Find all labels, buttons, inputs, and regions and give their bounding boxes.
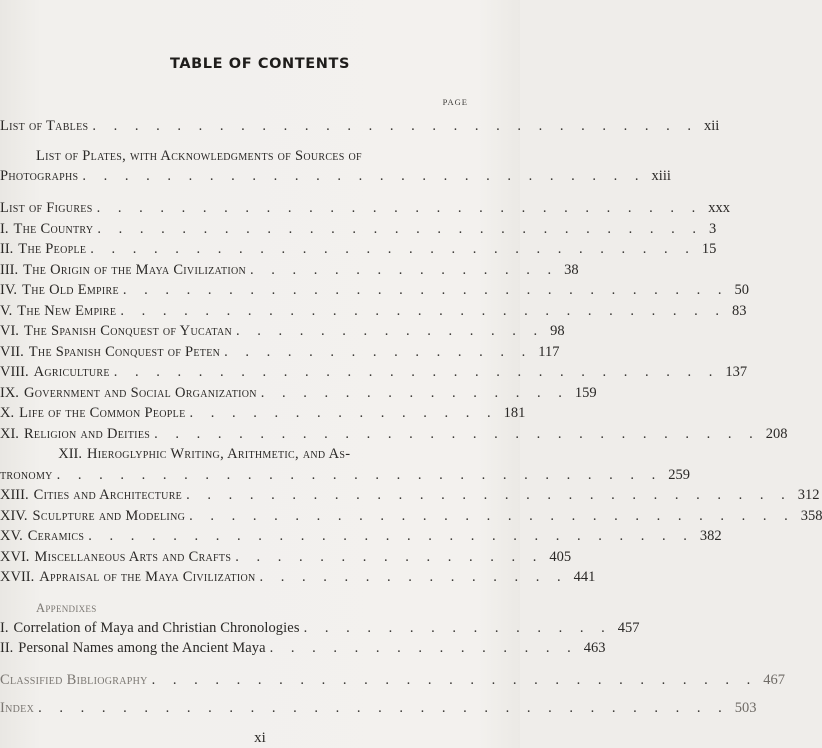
toc-entry (0, 569, 596, 589)
appendixes-heading (0, 601, 520, 621)
toc-entry (0, 385, 597, 405)
entry-page: 83 (731, 303, 747, 319)
entry-page: 463 (583, 640, 606, 656)
entry-page: 358 (800, 508, 822, 524)
toc-entry (0, 118, 720, 138)
toc-entry-continuation (0, 168, 671, 188)
entry-number: II. (0, 640, 14, 656)
entry-page: xiii (651, 168, 671, 184)
entry-page: 259 (668, 467, 691, 483)
entry-title: Photographs (0, 168, 79, 184)
entry-title: Agriculture (33, 364, 110, 380)
toc-entry (0, 262, 579, 282)
dot-leader: . . . . . . . . . . . . . . . . . . . . . . . . . . . . . . . . . (38, 700, 729, 716)
page-title: TABLE OF CONTENTS (169, 56, 351, 72)
entry-page: 38 (564, 262, 579, 278)
toc-entry (0, 640, 606, 660)
entry-number: I. (0, 620, 9, 636)
toc-entry (0, 549, 572, 569)
entry-title: Classified Bibliography (0, 672, 148, 688)
dot-leader: . . . . . . . . . . . . . . . . . . . . . . . . . . . . . (151, 672, 758, 688)
entry-title: The People (18, 241, 87, 257)
toc-entry-continuation (0, 467, 691, 487)
entry-page: 98 (550, 323, 565, 339)
entry-number: XV. (0, 528, 23, 544)
section-heading: Appendixes (36, 601, 97, 615)
dot-leader: . . . . . . . . . . . . . . . . . . . . . . . . . . . . . (120, 303, 726, 319)
entry-page: xii (703, 118, 720, 134)
toc-entry (0, 528, 722, 548)
entry-title: The Spanish Conquest of Peten (28, 344, 221, 360)
entry-page: 405 (549, 549, 572, 565)
entry-page: 15 (701, 241, 717, 257)
entry-title: Correlation of Maya and Christian Chronologies (13, 620, 300, 636)
entry-title: List of Plates, with Acknowledgments of Sources of (36, 148, 362, 164)
toc-entry (0, 282, 750, 302)
dot-leader: . . . . . . . . . . . . . . . . . . . . . . . . . . . . . (113, 364, 720, 380)
entry-page: 50 (734, 282, 750, 298)
entry-number: VIII. (0, 364, 29, 380)
toc-entry (0, 405, 526, 425)
toc-entry (0, 620, 640, 640)
entry-title: Religion and Deities (23, 426, 151, 442)
toc-entry (0, 221, 717, 241)
entry-page: 457 (617, 620, 640, 636)
dot-leader: . . . . . . . . . . . . . . . . . . . . . . . . . . . . . (96, 200, 703, 216)
entry-title: The Origin of the Maya Civilization (23, 262, 247, 278)
entry-number: VI. (0, 323, 19, 339)
entry-title: Appraisal of the Maya Civilization (39, 569, 256, 585)
entry-title: Cities and Architecture (33, 487, 183, 503)
dot-leader: . . . . . . . . . . . . . . . (269, 640, 578, 656)
dot-leader: . . . . . . . . . . . . . . . . . . . . . . . . . . . . . (56, 467, 663, 483)
entry-title: Index (0, 700, 35, 716)
entry-number: XIV. (0, 508, 28, 524)
entry-title: tronomy (0, 467, 53, 483)
entry-number: X. (0, 405, 15, 421)
entry-title: List of Figures (0, 200, 93, 216)
toc-entry (0, 508, 822, 528)
entry-number: XIII. (0, 487, 29, 503)
entry-title: The Country (13, 221, 94, 237)
entry-number: VII. (0, 344, 24, 360)
dot-leader: . . . . . . . . . . . . . . . . . . . . . . . . . . . (82, 168, 646, 184)
page-folio: xi (254, 730, 266, 746)
entry-title: Ceramics (27, 528, 85, 544)
toc-entry (0, 303, 747, 323)
entry-number: XVI. (0, 549, 30, 565)
toc-entry (0, 700, 757, 720)
dot-leader: . . . . . . . . . . . . . . . . . . . . . . . . . . . . . (90, 241, 696, 257)
dot-leader: . . . . . . . . . . . . . . . (236, 323, 545, 339)
dot-leader: . . . . . . . . . . . . . . . (260, 385, 569, 401)
entry-page: 117 (538, 344, 560, 360)
dot-leader: . . . . . . . . . . . . . . . (303, 620, 612, 636)
entry-title: Life of the Common People (19, 405, 186, 421)
toc-entry (0, 672, 786, 692)
toc-entry (0, 364, 748, 384)
entry-number: V. (0, 303, 13, 319)
entry-title: Personal Names among the Ancient Maya (18, 640, 266, 656)
entry-number: XI. (0, 426, 19, 442)
entry-number: I. (0, 221, 9, 237)
entry-title: The New Empire (17, 303, 117, 319)
dot-leader: . . . . . . . . . . . . . . . . . . . . . . . . . . . . . (92, 118, 698, 134)
page-column-header: PAGE (442, 97, 468, 107)
dot-leader: . . . . . . . . . . . . . . . . . . . . . . . . . . . . . (88, 528, 694, 544)
toc-entry (0, 426, 788, 446)
dot-leader: . . . . . . . . . . . . . . . (250, 262, 559, 278)
entry-title: Government and Social Organization (23, 385, 257, 401)
toc-entry (0, 200, 730, 220)
entry-page: 137 (725, 364, 748, 380)
toc-entry (0, 487, 820, 507)
dot-leader: . . . . . . . . . . . . . . . . . . . . . . . . . . . . . (97, 221, 703, 237)
entry-page: 208 (765, 426, 788, 442)
dot-leader: . . . . . . . . . . . . . . . (224, 344, 533, 360)
entry-page: 503 (734, 700, 757, 716)
toc-entry (0, 241, 717, 261)
dot-leader: . . . . . . . . . . . . . . . (259, 569, 568, 585)
entry-page: 441 (573, 569, 596, 585)
entry-number: IV. (0, 282, 18, 298)
entry-number: XII. (58, 446, 82, 462)
entry-number: II. (0, 241, 14, 257)
entry-title: The Old Empire (22, 282, 119, 298)
entry-number: III. (0, 262, 19, 278)
dot-leader: . . . . . . . . . . . . . . . . . . . . . . . . . . . . . (154, 426, 760, 442)
entry-page: 467 (763, 672, 786, 688)
toc-entry (0, 148, 520, 168)
entry-page: 181 (503, 405, 526, 421)
entry-page: xxx (708, 200, 730, 216)
toc-entry (0, 323, 565, 343)
entry-number: IX. (0, 385, 19, 401)
entry-title: Hieroglyphic Writing, Arithmetic, and As- (87, 446, 351, 462)
dot-leader: . . . . . . . . . . . . . . . . . . . . . . . . . . . . . (122, 282, 729, 298)
entry-page: 159 (574, 385, 597, 401)
dot-leader: . . . . . . . . . . . . . . . (189, 405, 498, 421)
dot-leader: . . . . . . . . . . . . . . . (235, 549, 544, 565)
entry-title: List of Tables (0, 118, 89, 134)
entry-number: XVII. (0, 569, 35, 585)
dot-leader: . . . . . . . . . . . . . . . . . . . . . . . . . . . . . (186, 487, 792, 503)
entry-title: Sculpture and Modeling (32, 508, 186, 524)
entry-page: 3 (709, 221, 717, 237)
toc-entry (0, 446, 520, 466)
entry-title: Miscellaneous Arts and Crafts (34, 549, 232, 565)
entry-title: The Spanish Conquest of Yucatan (23, 323, 232, 339)
toc-entry (0, 344, 560, 364)
entry-page: 382 (699, 528, 722, 544)
dot-leader: . . . . . . . . . . . . . . . . . . . . . . . . . . . . . (189, 508, 795, 524)
entry-page: 312 (797, 487, 820, 503)
